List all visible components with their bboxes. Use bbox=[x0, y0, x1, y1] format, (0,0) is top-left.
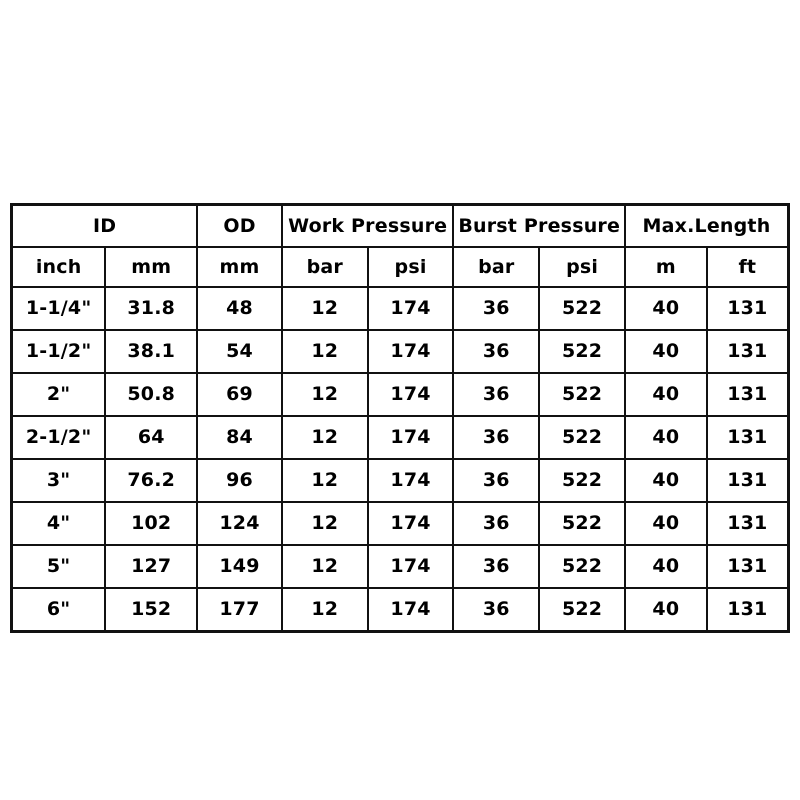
unit-header-ml-ft: ft bbox=[738, 255, 757, 278]
cell-value: 102 bbox=[131, 512, 172, 534]
unit-header-od-mm: mm bbox=[219, 255, 260, 278]
table-cell bbox=[197, 330, 282, 373]
table-cell bbox=[105, 330, 197, 373]
table-row bbox=[12, 459, 789, 502]
cell-value: 4" bbox=[46, 512, 71, 534]
cell-value: 36 bbox=[482, 297, 510, 319]
table-body bbox=[12, 287, 789, 632]
table-cell bbox=[197, 545, 282, 588]
cell-value: 36 bbox=[482, 469, 510, 491]
table-cell bbox=[197, 416, 282, 459]
cell-value: 5" bbox=[46, 555, 71, 577]
cell-value: 522 bbox=[561, 340, 603, 362]
unit-header-cell bbox=[625, 247, 707, 287]
cell-value: 36 bbox=[482, 340, 510, 362]
table-row bbox=[12, 545, 789, 588]
table-cell bbox=[453, 416, 539, 459]
group-header-id-label: ID bbox=[92, 214, 117, 237]
table-header bbox=[12, 205, 789, 288]
table-cell bbox=[453, 588, 539, 632]
table-cell bbox=[12, 416, 106, 459]
table-cell bbox=[625, 373, 707, 416]
table-cell bbox=[368, 459, 454, 502]
cell-value: 12 bbox=[311, 469, 339, 491]
table-cell bbox=[453, 330, 539, 373]
unit-header-inch: inch bbox=[35, 255, 82, 278]
table-cell bbox=[105, 545, 197, 588]
table-cell bbox=[197, 502, 282, 545]
table-cell bbox=[368, 287, 454, 330]
unit-header-bp-bar: bar bbox=[478, 255, 515, 278]
unit-header-cell bbox=[12, 247, 106, 287]
cell-value: 36 bbox=[482, 555, 510, 577]
cell-value: 522 bbox=[561, 555, 603, 577]
unit-header-row bbox=[12, 247, 789, 287]
cell-value: 54 bbox=[226, 340, 253, 362]
table-row bbox=[12, 502, 789, 545]
cell-value: 40 bbox=[652, 555, 680, 577]
cell-value: 174 bbox=[390, 598, 431, 620]
table-row bbox=[12, 416, 789, 459]
cell-value: 38.1 bbox=[127, 340, 176, 362]
cell-value: 522 bbox=[561, 383, 603, 405]
table-cell bbox=[453, 459, 539, 502]
table-cell bbox=[12, 330, 106, 373]
cell-value: 50.8 bbox=[127, 383, 176, 405]
cell-value: 131 bbox=[727, 340, 768, 362]
cell-value: 174 bbox=[390, 383, 431, 405]
table-row bbox=[12, 373, 789, 416]
cell-value: 522 bbox=[561, 598, 603, 620]
table-cell bbox=[539, 502, 625, 545]
unit-header-cell bbox=[539, 247, 625, 287]
cell-value: 2" bbox=[46, 383, 71, 405]
cell-value: 2-1/2" bbox=[25, 426, 92, 448]
cell-value: 131 bbox=[727, 426, 768, 448]
table-cell bbox=[539, 373, 625, 416]
cell-value: 69 bbox=[226, 383, 253, 405]
table-cell bbox=[707, 330, 789, 373]
cell-value: 12 bbox=[311, 426, 339, 448]
cell-value: 1-1/4" bbox=[25, 297, 92, 319]
cell-value: 522 bbox=[561, 297, 603, 319]
table-cell bbox=[539, 416, 625, 459]
table-cell bbox=[368, 545, 454, 588]
cell-value: 522 bbox=[561, 426, 603, 448]
table-row bbox=[12, 330, 789, 373]
unit-header-cell bbox=[707, 247, 789, 287]
unit-header-id-mm: mm bbox=[131, 255, 172, 278]
table-cell bbox=[707, 545, 789, 588]
unit-header-wp-psi: psi bbox=[394, 255, 427, 278]
unit-header-cell bbox=[197, 247, 282, 287]
table-cell bbox=[539, 330, 625, 373]
cell-value: 174 bbox=[390, 426, 431, 448]
table-cell bbox=[368, 502, 454, 545]
table-row bbox=[12, 588, 789, 632]
table-cell bbox=[625, 459, 707, 502]
unit-header-cell bbox=[105, 247, 197, 287]
group-header-id bbox=[12, 205, 198, 248]
cell-value: 48 bbox=[226, 297, 253, 319]
cell-value: 12 bbox=[311, 383, 339, 405]
table-cell bbox=[282, 459, 368, 502]
group-header-max-length-label: Max.Length bbox=[642, 214, 771, 237]
cell-value: 84 bbox=[226, 426, 253, 448]
table-cell bbox=[539, 287, 625, 330]
table-cell bbox=[197, 373, 282, 416]
table-cell bbox=[368, 588, 454, 632]
unit-header-bp-psi: psi bbox=[566, 255, 599, 278]
cell-value: 31.8 bbox=[127, 297, 176, 319]
group-header-row bbox=[12, 205, 789, 248]
table-row bbox=[12, 287, 789, 330]
table-cell bbox=[539, 545, 625, 588]
table-cell bbox=[282, 330, 368, 373]
group-header-work-pressure bbox=[282, 205, 454, 248]
cell-value: 76.2 bbox=[127, 469, 176, 491]
table-cell bbox=[368, 330, 454, 373]
table-cell bbox=[12, 287, 106, 330]
table-cell bbox=[282, 373, 368, 416]
table-cell bbox=[282, 588, 368, 632]
table-cell bbox=[282, 416, 368, 459]
cell-value: 174 bbox=[390, 555, 431, 577]
table-cell bbox=[625, 588, 707, 632]
table-cell bbox=[707, 502, 789, 545]
table-cell bbox=[625, 330, 707, 373]
group-header-burst-pressure-label: Burst Pressure bbox=[458, 214, 621, 237]
cell-value: 177 bbox=[219, 598, 260, 620]
cell-value: 40 bbox=[652, 340, 680, 362]
table-cell bbox=[12, 588, 106, 632]
cell-value: 152 bbox=[131, 598, 172, 620]
table-cell bbox=[539, 459, 625, 502]
table-cell bbox=[368, 373, 454, 416]
table-cell bbox=[453, 545, 539, 588]
group-header-max-length bbox=[625, 205, 789, 248]
cell-value: 40 bbox=[652, 383, 680, 405]
cell-value: 522 bbox=[561, 512, 603, 534]
cell-value: 12 bbox=[311, 555, 339, 577]
cell-value: 40 bbox=[652, 426, 680, 448]
cell-value: 40 bbox=[652, 598, 680, 620]
table-cell bbox=[282, 502, 368, 545]
table-cell bbox=[625, 416, 707, 459]
table-cell bbox=[707, 588, 789, 632]
cell-value: 12 bbox=[311, 340, 339, 362]
table-cell bbox=[105, 588, 197, 632]
cell-value: 174 bbox=[390, 469, 431, 491]
group-header-od bbox=[197, 205, 282, 248]
table-cell bbox=[12, 373, 106, 416]
unit-header-cell bbox=[368, 247, 454, 287]
cell-value: 12 bbox=[311, 598, 339, 620]
cell-value: 36 bbox=[482, 598, 510, 620]
table-cell bbox=[625, 287, 707, 330]
cell-value: 131 bbox=[727, 297, 768, 319]
cell-value: 6" bbox=[46, 598, 71, 620]
table-cell bbox=[12, 502, 106, 545]
group-header-work-pressure-label: Work Pressure bbox=[288, 214, 448, 237]
table-cell bbox=[368, 416, 454, 459]
table-cell bbox=[12, 459, 106, 502]
cell-value: 174 bbox=[390, 297, 431, 319]
cell-value: 174 bbox=[390, 512, 431, 534]
unit-header-cell bbox=[282, 247, 368, 287]
cell-value: 131 bbox=[727, 598, 768, 620]
cell-value: 131 bbox=[727, 383, 768, 405]
table-cell bbox=[12, 545, 106, 588]
table-cell bbox=[197, 459, 282, 502]
table-cell bbox=[707, 459, 789, 502]
cell-value: 149 bbox=[219, 555, 260, 577]
table-cell bbox=[453, 502, 539, 545]
cell-value: 12 bbox=[311, 512, 339, 534]
cell-value: 40 bbox=[652, 469, 680, 491]
table-cell bbox=[105, 459, 197, 502]
group-header-od-label: OD bbox=[223, 214, 256, 237]
table-cell bbox=[707, 373, 789, 416]
table-cell bbox=[539, 588, 625, 632]
unit-header-ml-m: m bbox=[655, 255, 676, 278]
table-cell bbox=[197, 287, 282, 330]
cell-value: 124 bbox=[219, 512, 260, 534]
unit-header-wp-bar: bar bbox=[306, 255, 343, 278]
cell-value: 3" bbox=[46, 469, 71, 491]
cell-value: 174 bbox=[390, 340, 431, 362]
table-cell bbox=[282, 287, 368, 330]
table-cell bbox=[707, 416, 789, 459]
cell-value: 36 bbox=[482, 383, 510, 405]
cell-value: 64 bbox=[137, 426, 165, 448]
table-cell bbox=[105, 416, 197, 459]
cell-value: 40 bbox=[652, 512, 680, 534]
table-cell bbox=[707, 287, 789, 330]
group-header-burst-pressure bbox=[453, 205, 625, 248]
table-cell bbox=[453, 373, 539, 416]
table-cell bbox=[105, 287, 197, 330]
table-cell bbox=[453, 287, 539, 330]
table-cell bbox=[282, 545, 368, 588]
cell-value: 522 bbox=[561, 469, 603, 491]
cell-value: 131 bbox=[727, 469, 768, 491]
table-cell bbox=[625, 545, 707, 588]
table-cell bbox=[105, 373, 197, 416]
cell-value: 36 bbox=[482, 512, 510, 534]
table-cell bbox=[625, 502, 707, 545]
cell-value: 1-1/2" bbox=[25, 340, 92, 362]
cell-value: 96 bbox=[226, 469, 253, 491]
cell-value: 131 bbox=[727, 555, 768, 577]
cell-value: 127 bbox=[131, 555, 172, 577]
hose-specification-table bbox=[10, 203, 790, 633]
unit-header-cell bbox=[453, 247, 539, 287]
table-cell bbox=[105, 502, 197, 545]
cell-value: 131 bbox=[727, 512, 768, 534]
table-cell bbox=[197, 588, 282, 632]
cell-value: 36 bbox=[482, 426, 510, 448]
cell-value: 40 bbox=[652, 297, 680, 319]
cell-value: 12 bbox=[311, 297, 339, 319]
